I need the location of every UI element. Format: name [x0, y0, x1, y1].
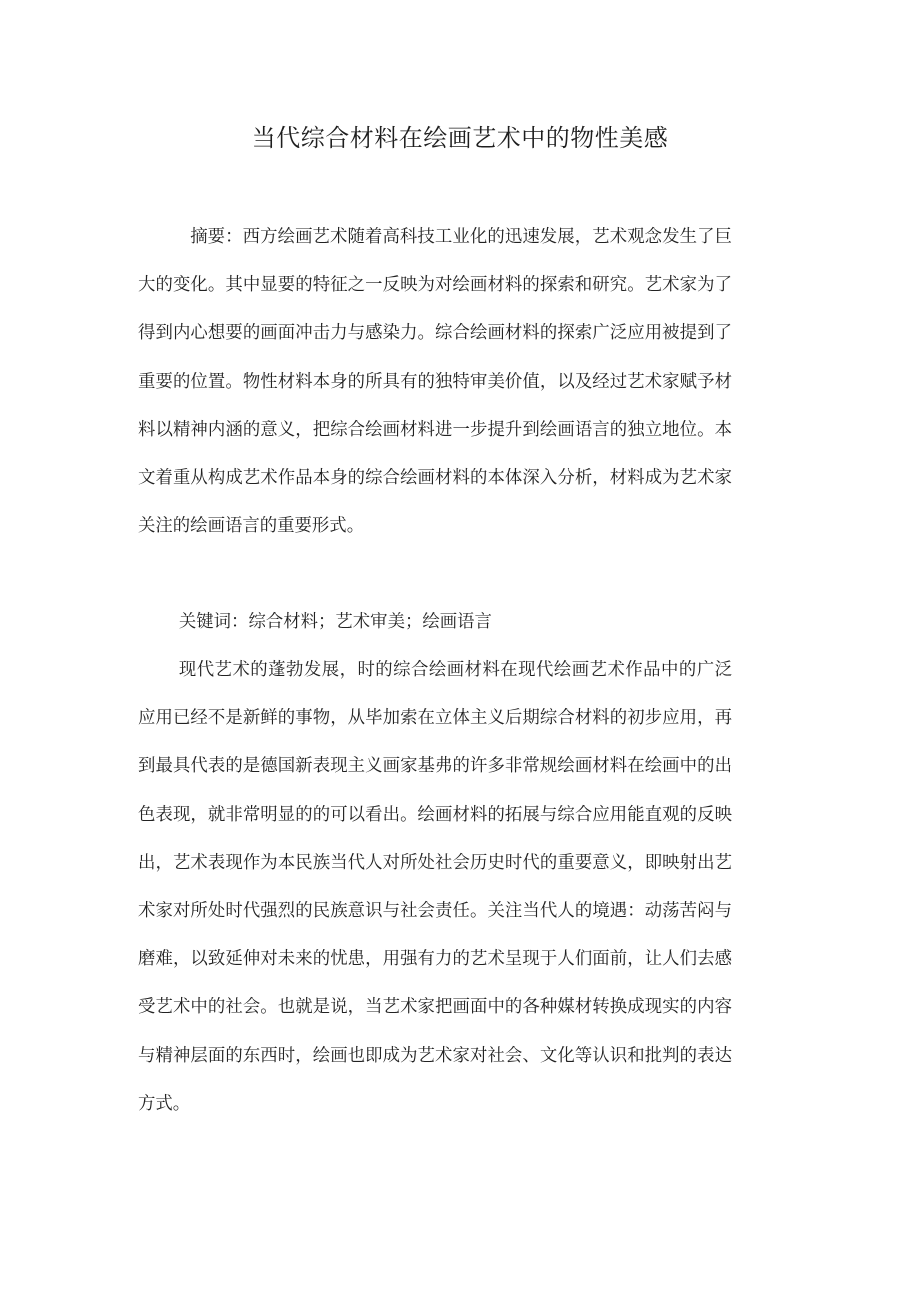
- keywords-line: 关键词：综合材料；艺术审美；绘画语言: [178, 612, 492, 632]
- body-paragraph: 现代艺术的蓬勃发展，时的综合绘画材料在现代绘画艺术作品中的广泛应用已经不是新鲜的事物，从毕加索在立体主义后期综合材料的初步应用，再到最具代表的是德国新表现主义画家基弗的许多非常规绘画材料在绘画中的出色表现，就非常明显的的可以看出。绘画材料的拓展与综合应用能直观的反映出，艺术表现作为本民族当代人对所处社会历史时代的重要意义，即映射出艺术家对所处时代强烈的民族意识与社会责任。关注当代人的境遇：动荡苦闷与磨难，以致延伸对未来的忧患，用强有力的艺术呈现于人们面前，让人们去感受艺术中的社会。也就是说，当艺术家把画面中的各种媒材转换成现实的内容与精神层面的东西时，绘画也即成为艺术家对社会、文化等认识和批判的表达方式。: [138, 660, 732, 1114]
- page-title: 当代综合材料在绘画艺术中的物性美感: [251, 124, 669, 152]
- abstract-paragraph: 摘要：西方绘画艺术随着高科技工业化的迅速发展，艺术观念发生了巨大的变化。其中显要的特征之一反映为对绘画材料的探索和研究。艺术家为了得到内心想要的画面冲击力与感染力。综合绘画材料的探索广泛应用被提到了重要的位置。物性材料本身的所具有的独特审美价值，以及经过艺术家赋予材料以精神内涵的意义，把综合绘画材料进一步提升到绘画语言的独立地位。本文着重从构成艺术作品本身的综合绘画材料的本体深入分析，材料成为艺术家关注的绘画语言的重要形式。: [138, 227, 732, 537]
